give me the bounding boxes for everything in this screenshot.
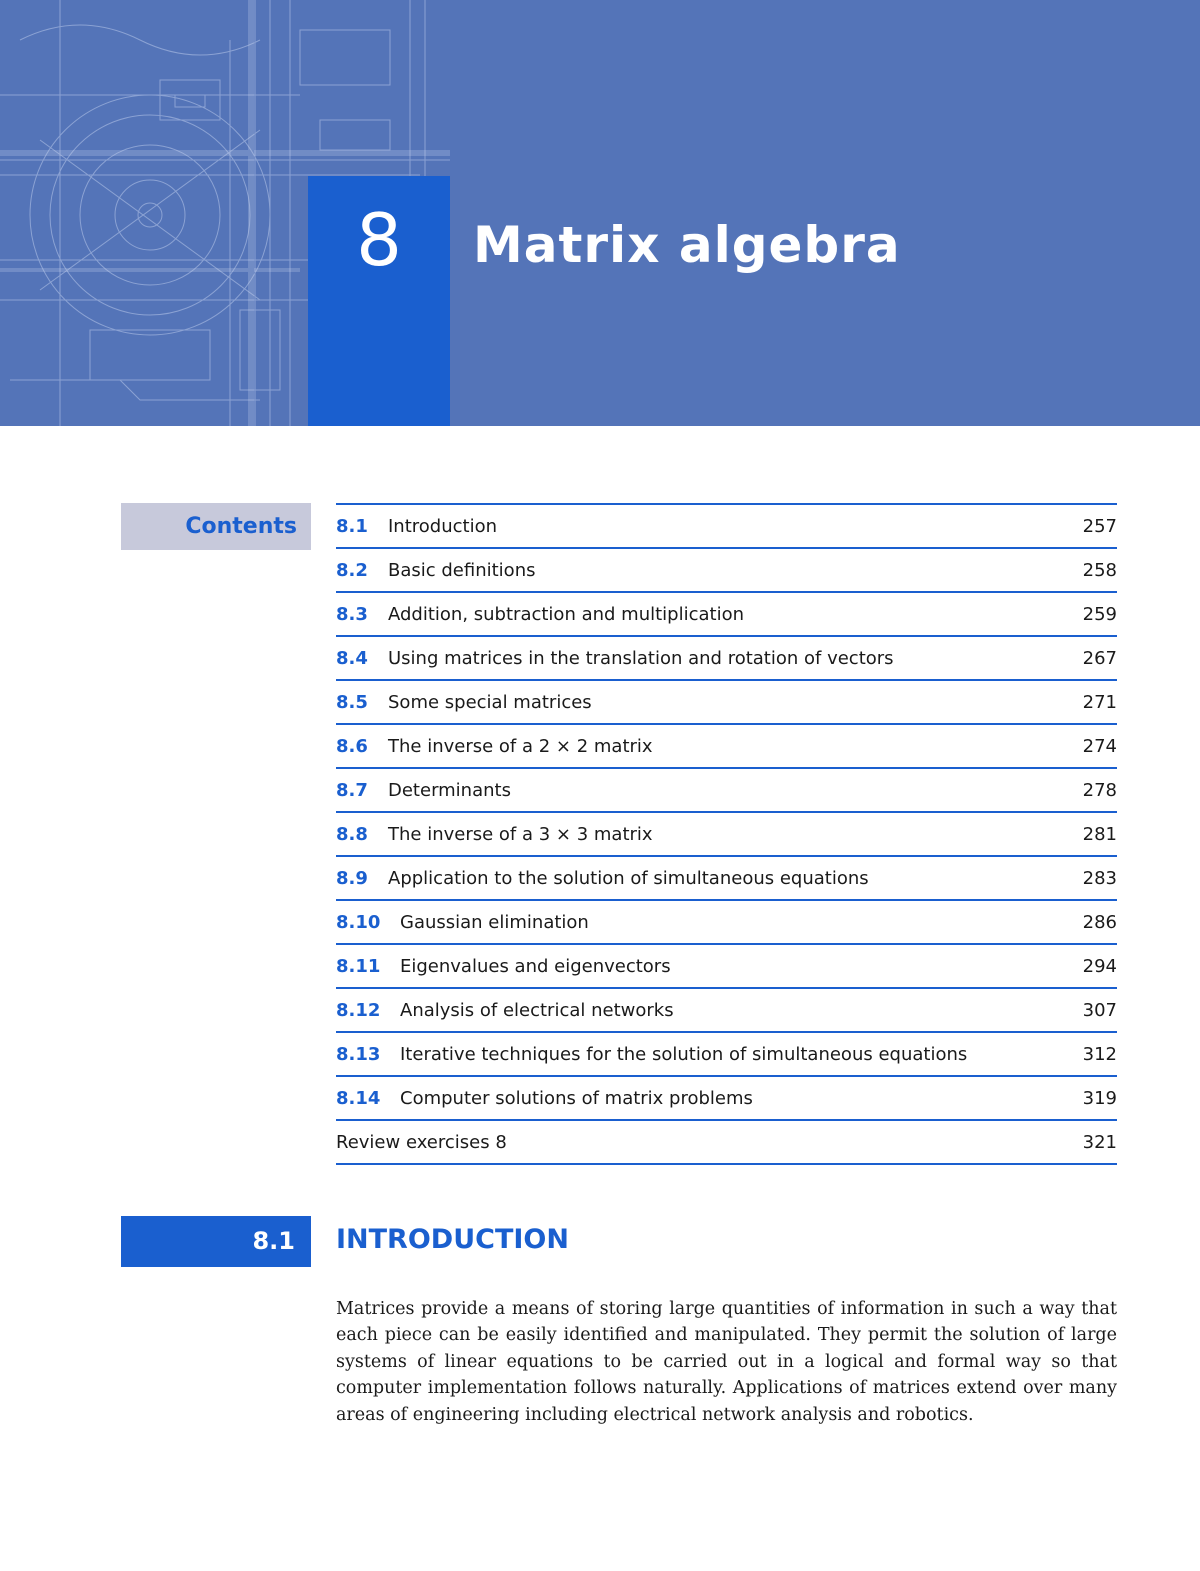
toc-section-title: Introduction <box>388 516 498 537</box>
toc-section-number: 8.4 <box>336 648 368 669</box>
contents-label: Contents <box>121 503 311 550</box>
chapter-title: Matrix algebra <box>473 216 901 274</box>
section-body-paragraph: Matrices provide a means of storing large quantities of information in such a way that each piece can be easily identified and manipulated. They permit the solution of large systems of linear equations to be carried out in a logical and formal way so that computer implementation follows naturally. Applications of matrices extend over many areas of engineering including electrical network analysis and robotics. <box>336 1298 1117 1425</box>
toc-section-title: Review exercises 8 <box>336 1132 507 1153</box>
toc-page-number: 271 <box>1082 692 1117 713</box>
toc-row[interactable] <box>336 945 1117 989</box>
toc-section-title: Iterative techniques for the solution of simultaneous equations <box>400 1044 968 1065</box>
toc-section-number: 8.14 <box>336 1088 381 1109</box>
toc-row[interactable] <box>336 1033 1117 1077</box>
toc-section-title: Computer solutions of matrix problems <box>400 1088 753 1109</box>
toc-row[interactable] <box>336 681 1117 725</box>
toc-row[interactable] <box>336 901 1117 945</box>
toc-section-number: 8.1 <box>336 516 368 537</box>
toc-page-number: 257 <box>1082 516 1117 537</box>
toc-section-title: Application to the solution of simultaneous equations <box>388 868 869 889</box>
toc-section-number: 8.12 <box>336 1000 381 1021</box>
chapter-header <box>0 0 1200 426</box>
toc-row[interactable] <box>336 549 1117 593</box>
toc-page-number: 267 <box>1082 648 1117 669</box>
toc-page-number: 259 <box>1082 604 1117 625</box>
toc-section-title: Eigenvalues and eigenvectors <box>400 956 671 977</box>
toc-page-number: 294 <box>1082 956 1117 977</box>
toc-section-number: 8.13 <box>336 1044 381 1065</box>
toc-page-number: 283 <box>1082 868 1117 889</box>
toc-row[interactable] <box>336 989 1117 1033</box>
toc-section-number: 8.9 <box>336 868 368 889</box>
toc-row-review[interactable] <box>336 1121 1117 1165</box>
toc-section-number: 8.6 <box>336 736 368 757</box>
toc-section-number: 8.10 <box>336 912 381 933</box>
toc-row[interactable] <box>336 505 1117 549</box>
toc-row[interactable] <box>336 637 1117 681</box>
toc-row[interactable] <box>336 725 1117 769</box>
toc-section-number: 8.3 <box>336 604 368 625</box>
toc-row[interactable] <box>336 857 1117 901</box>
toc-section-number: 8.8 <box>336 824 368 845</box>
toc-row[interactable] <box>336 1077 1117 1121</box>
toc-row[interactable] <box>336 593 1117 637</box>
section-title: INTRODUCTION <box>336 1224 569 1255</box>
toc-section-number: 8.11 <box>336 956 381 977</box>
toc-section-number: 8.2 <box>336 560 368 581</box>
toc-section-title: The inverse of a 3 × 3 matrix <box>388 824 653 845</box>
toc-page-number: 274 <box>1082 736 1117 757</box>
toc-page-number: 286 <box>1082 912 1117 933</box>
toc-page-number: 258 <box>1082 560 1117 581</box>
toc-section-title: Basic definitions <box>388 560 536 581</box>
toc-page-number: 278 <box>1082 780 1117 801</box>
toc-section-title: Some special matrices <box>388 692 592 713</box>
toc-section-title: Gaussian elimination <box>400 912 589 933</box>
toc-page-number: 307 <box>1082 1000 1117 1021</box>
toc-page-number: 319 <box>1082 1088 1117 1109</box>
toc-page-number: 281 <box>1082 824 1117 845</box>
table-of-contents <box>336 503 1117 1165</box>
toc-section-title: Using matrices in the translation and rotation of vectors <box>388 648 894 669</box>
toc-row[interactable] <box>336 769 1117 813</box>
toc-section-title: Analysis of electrical networks <box>400 1000 674 1021</box>
toc-page-number: 321 <box>1082 1132 1117 1153</box>
toc-section-number: 8.7 <box>336 780 368 801</box>
toc-page-number: 312 <box>1082 1044 1117 1065</box>
toc-section-title: The inverse of a 2 × 2 matrix <box>388 736 653 757</box>
chapter-number: 8 <box>356 198 402 282</box>
chapter-number-box <box>308 176 450 426</box>
section-number-tab: 8.1 <box>121 1216 311 1267</box>
toc-row[interactable] <box>336 813 1117 857</box>
toc-section-number: 8.5 <box>336 692 368 713</box>
toc-section-title: Determinants <box>388 780 511 801</box>
toc-section-title: Addition, subtraction and multiplication <box>388 604 744 625</box>
